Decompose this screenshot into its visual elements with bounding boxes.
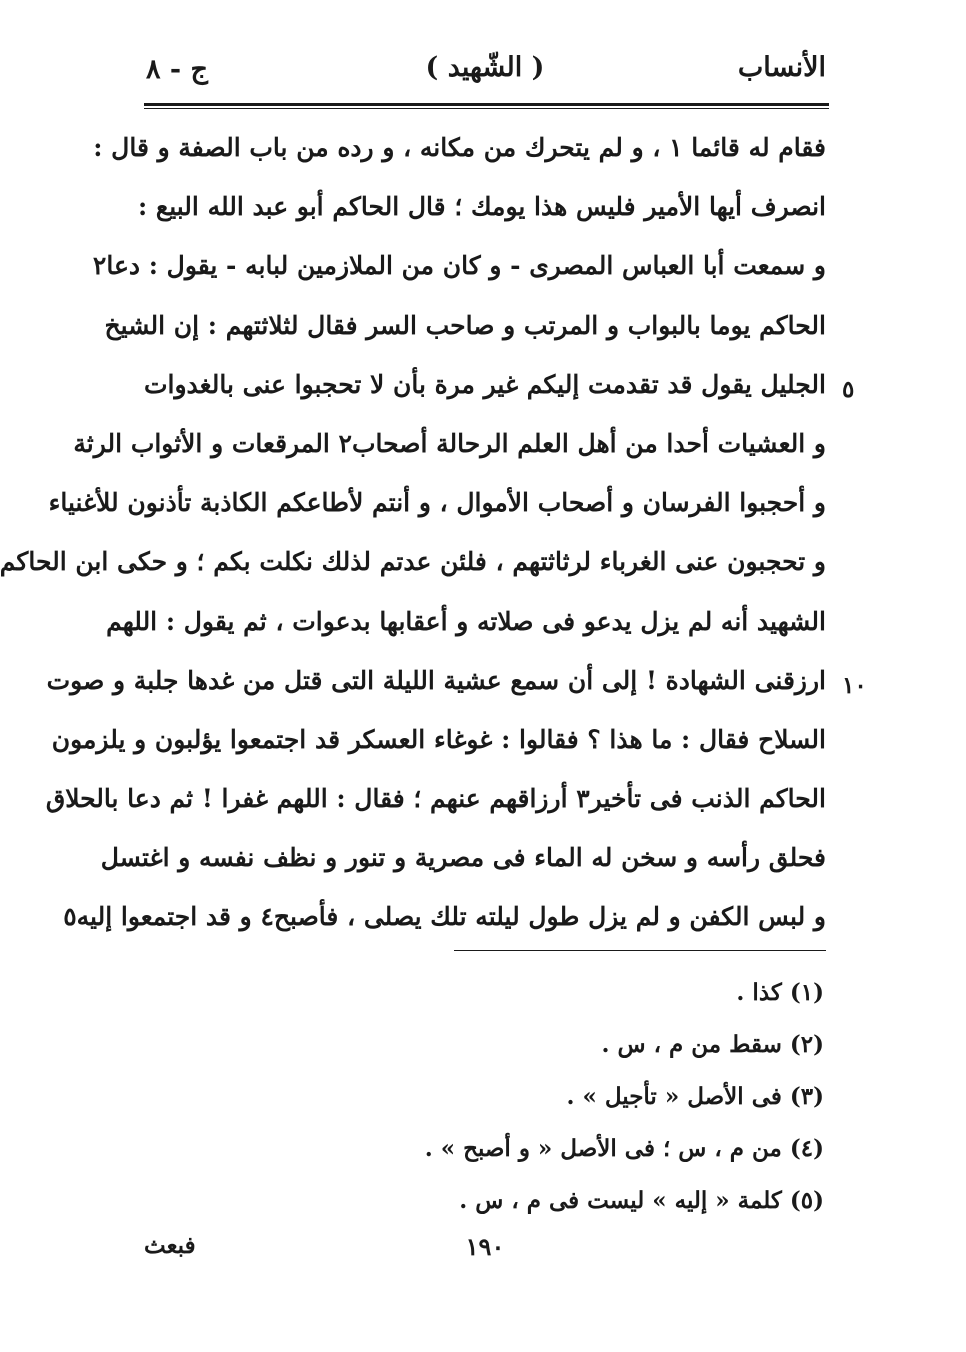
catchword: فبعث — [144, 1232, 196, 1259]
header-rule — [144, 103, 829, 106]
text-line-9: الشهيد أنه لم يزل يدعو فى صلاته و أعقابها بدعوات ، ثم يقول : اللهم — [106, 606, 826, 636]
text-line-6: و العشيات أحدا من أهل العلم الرحالة أصحاب٢ المرقعات و الأثواب الرثة — [73, 428, 826, 458]
footnote-5: (٥) كلمة « إليه » ليست فى م ، س . — [459, 1187, 824, 1214]
text-line-14: و لبس الكفن و لم يزل طول ليلته تلك يصلى ، فأصبح٤ و قد اجتمعوا إليه٥ — [63, 902, 826, 932]
line-number-5: ٥ — [842, 376, 855, 403]
text-line-12: الحاكم الذنب فى تأخير٣ أرزاقهم عنهم ؛ فقال : اللهم غفرا ! ثم دعا بالحلاق — [45, 784, 826, 814]
book-title: الأنساب — [737, 52, 826, 83]
page-number: ١٩٠ — [465, 1232, 505, 1261]
text-line-5: الجليل يقول قد تقدمت إليكم غير مرة بأن لا تحجبوا عنى بالغدوات — [144, 369, 826, 399]
text-line-1: فقام له قائما ١ ، و لم يتحرك من مكانه ، و رده من باب الصفة و قال : — [93, 133, 826, 162]
text-line-3: و سمعت أبا العباس المصرى - و كان من الملازمين لبابه - يقول : دعا٢ — [92, 251, 826, 281]
text-line-2: انصرف أيها الأمير فليس هذا يومك ؛ قال الحاكم أبو عبد الله البيع : — [137, 192, 826, 222]
footnote-2: (٢) سقط من م ، س . — [601, 1031, 824, 1058]
page-footer — [144, 1232, 826, 1272]
text-line-13: فحلق رأسه و سخن له الماء فى مصرية و تنور و نظف نفسه و اغتسل — [100, 843, 826, 873]
running-header — [144, 52, 826, 96]
header-rule-thin — [144, 108, 829, 109]
text-line-10: ارزقنى الشهادة ! إلى أن سمع عشية الليلة التى قتل من غدها جلبة و صوت — [46, 665, 826, 695]
text-line-4: الحاكم يوما بالبواب و المرتب و صاحب السر فقال لثلاثتهم : إن الشيخ — [104, 310, 826, 340]
text-line-8: و تحجبون عنى الغرباء لرثاثتهم ، فلئن عدتم لذلك نكلت بكم ؛ و حكى ابن الحاكم — [0, 547, 826, 577]
footnote-separator — [454, 950, 826, 951]
entry-title: ( الشّهيد ) — [425, 52, 545, 83]
footnote-1: (١) كذا . — [736, 979, 824, 1006]
footnotes — [334, 972, 824, 1232]
footnote-3: (٣) فى الأصل « تأجيل » . — [566, 1083, 824, 1110]
main-text — [0, 118, 826, 947]
footnote-4: (٤) من م ، س ؛ فى الأصل « و أصبح » . — [424, 1135, 824, 1162]
line-number-10: ١٠ — [842, 672, 867, 699]
text-line-7: و أحجبوا الفرسان و أصحاب الأموال ، و أنتم لأطاعكم الكاذبة تأذنون للأغنياء — [48, 488, 826, 518]
volume-number: ج - ٨ — [146, 54, 208, 85]
text-line-11: السلاح فقال : ما هذا ؟ فقالوا : غوغاء العسكر قد اجتمعوا يؤلبون و يلزمون — [51, 724, 826, 754]
